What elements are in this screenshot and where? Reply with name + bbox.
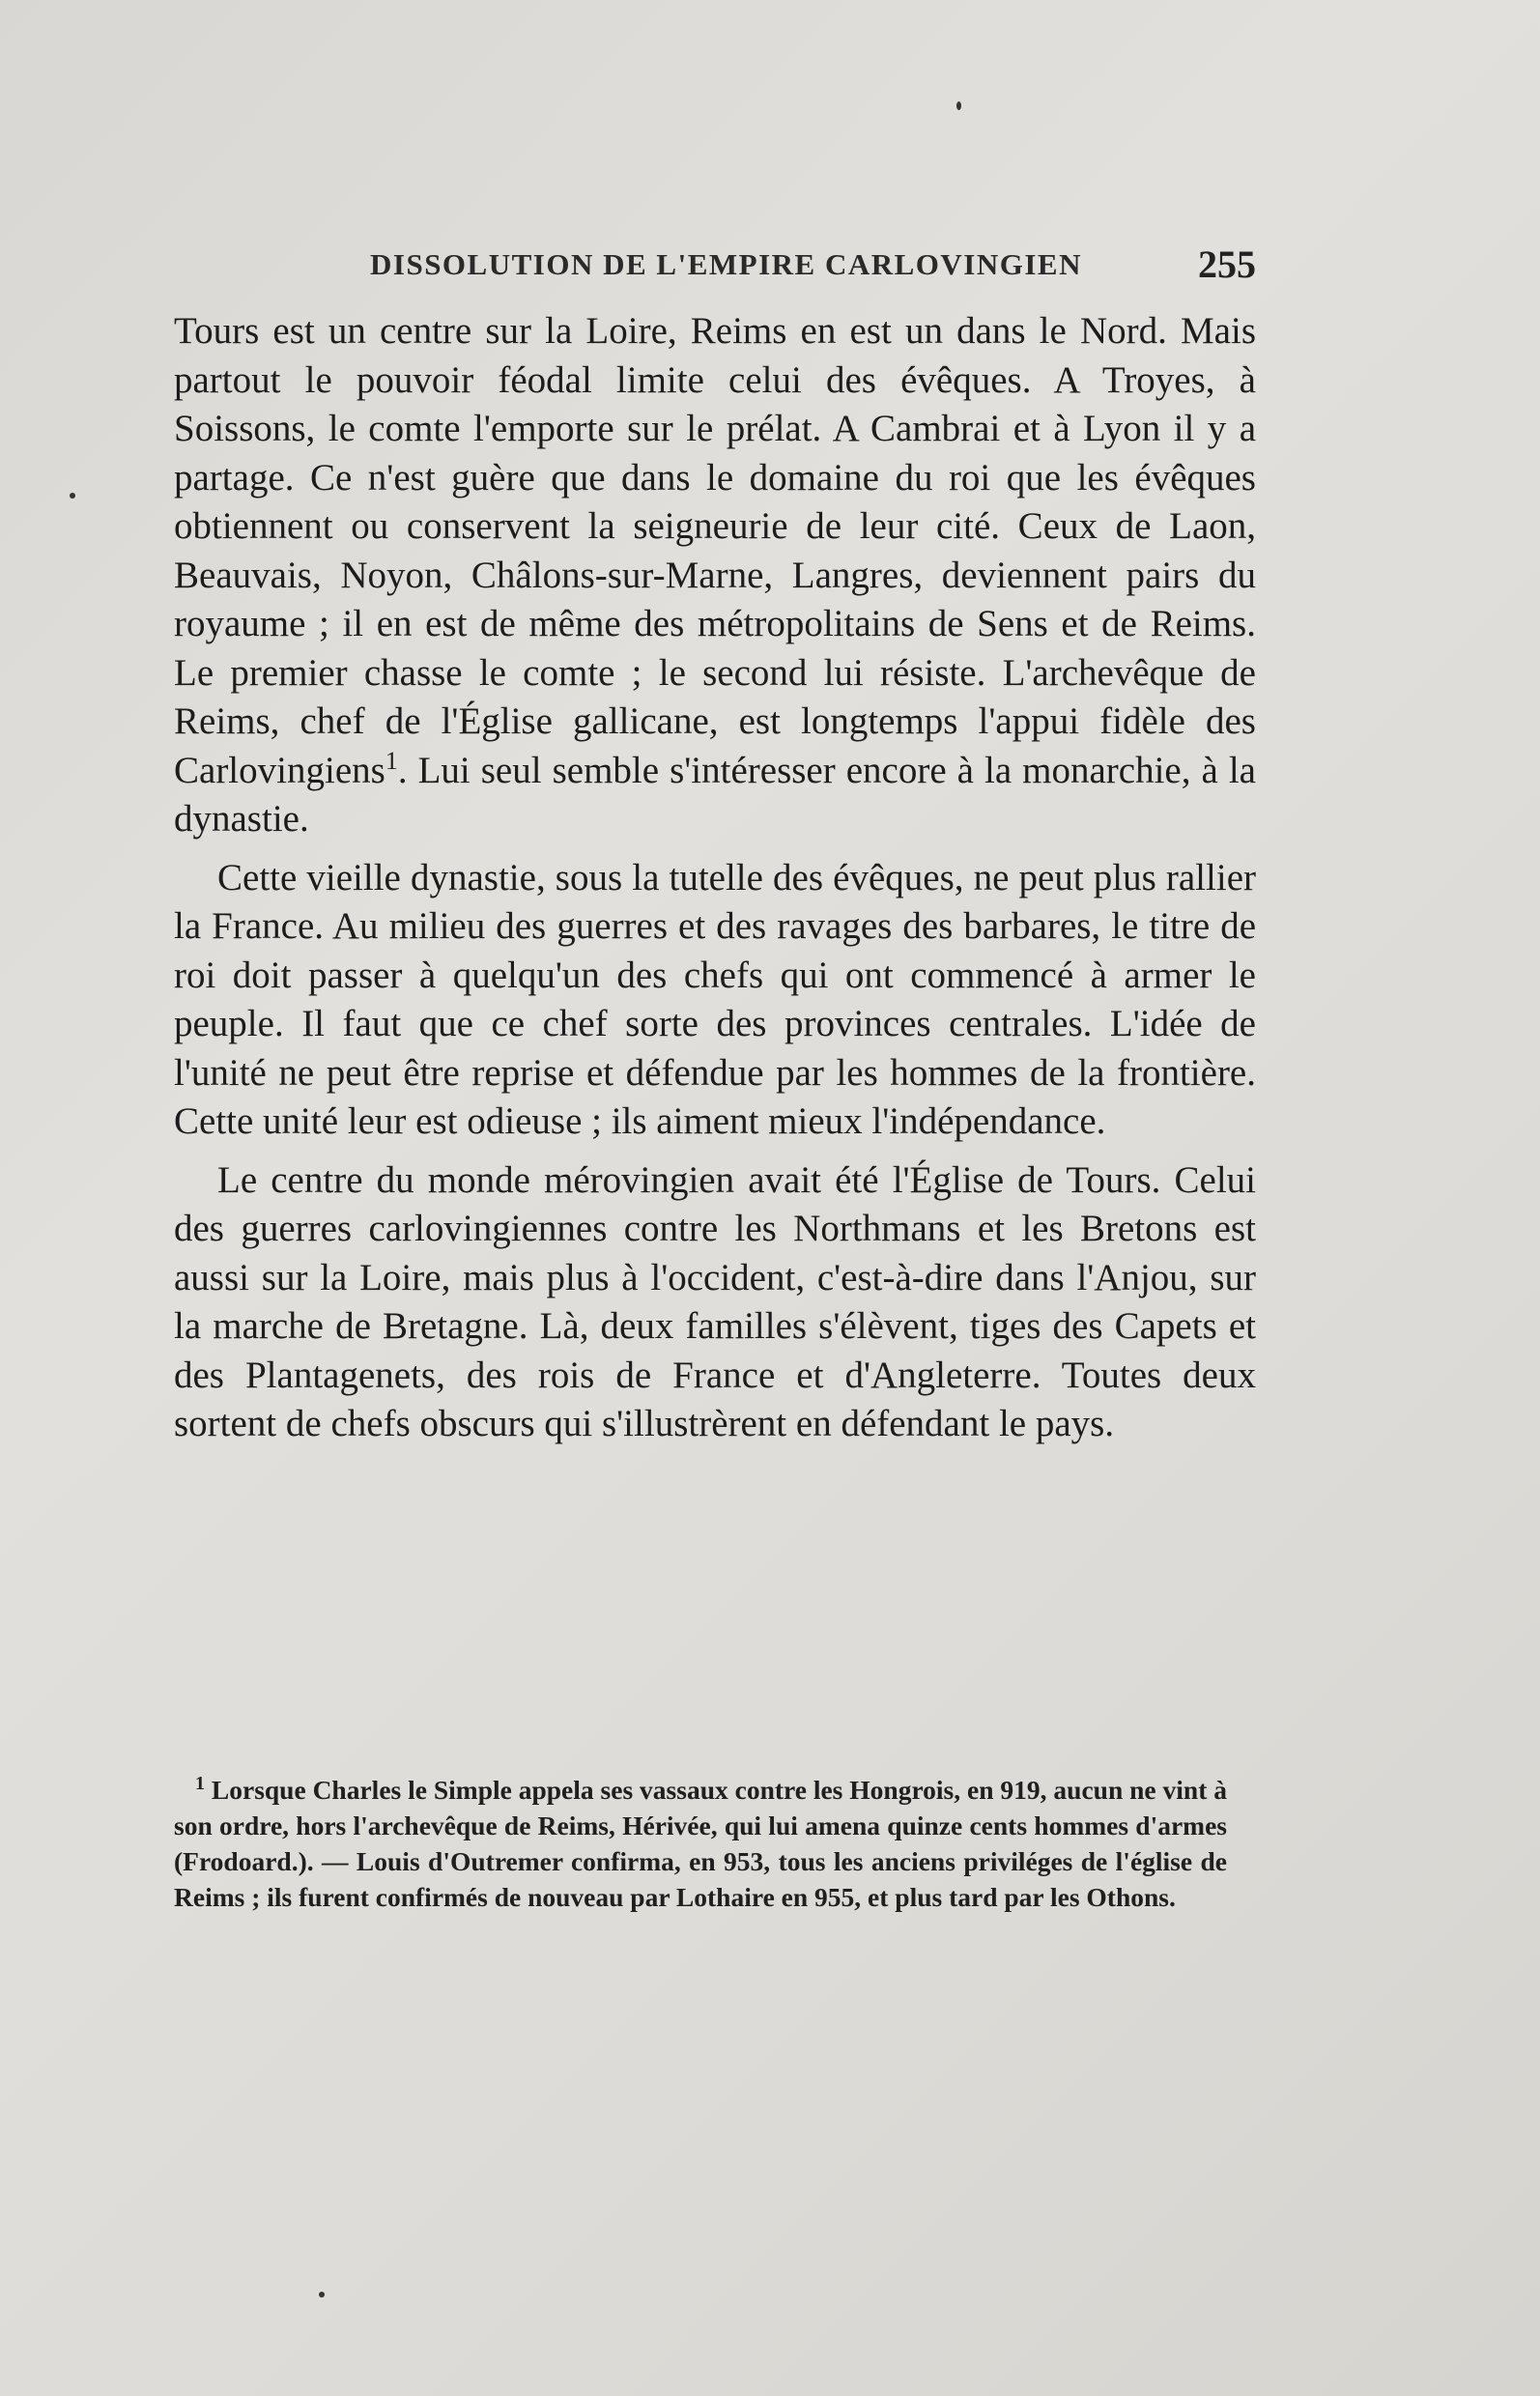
paragraph-1-text-end: . Lui seul semble s'intéresser encore à la monarchie, à la dynastie. <box>174 749 1256 840</box>
paragraph-1-text: Tours est un centre sur la Loire, Reims en est un dans le Nord. Mais partout le pouvoir féodal limite celui des évêques. A Troyes, à Soissons, le comte l'emporte sur le prélat. A Cambrai et à Lyon il y a partage. Ce n'est guère que dans le domaine du roi que les évêques obtiennent ou conservent la seigneurie de leur cité. Ceux de Laon, Beauvais, Noyon, Châlons-sur-Marne, Langres, deviennent pairs du royaume ; il en est de même des métropolitains de Sens et de Reims. Le premier chasse le comte ; le second lui résiste. L'archevêque de Reims, chef de l'Église gallicane, est longtemps l'appui fidèle des Carlovingiens <box>174 310 1256 791</box>
ink-speck <box>319 2292 325 2297</box>
footnote-reference: 1 <box>385 746 398 775</box>
footnote-marker: 1 <box>195 1772 205 1794</box>
footnote <box>174 1772 1227 1915</box>
paragraph-2: Cette vieille dynastie, sous la tutelle des évêques, ne peut plus rallier la France. Au milieu des guerres et des ravages des barbares, le titre de roi doit passer à quelqu'un des chefs qui ont commencé à armer le peuple. Il faut que ce chef sorte des provinces centrales. L'idée de l'unité ne peut être reprise et défendue par les hommes de la frontière. Cette unité leur est odieuse ; ils aiment mieux l'indépendance. <box>174 856 1256 1142</box>
running-head: DISSOLUTION DE L'EMPIRE CARLOVINGIEN <box>370 247 1082 281</box>
ink-speck <box>956 101 961 110</box>
page-header <box>179 242 1256 300</box>
paragraph-3: Le centre du monde mérovingien avait été l'Église de Tours. Celui des guerres carlovingiennes contre les Northmans et les Bretons est aussi sur la Loire, mais plus à l'occident, c'est-à-dire dans l'Anjou, sur la marche de Bretagne. Là, deux familles s'élèvent, tiges des Capets et des Plantagenets, des rois de France et d'Angleterre. Toutes deux sortent de chefs obscurs qui s'illustrèrent en défendant le pays. <box>174 1158 1256 1444</box>
paragraph-1 <box>174 307 1256 844</box>
body-text <box>174 307 1256 1459</box>
footnote-text: Lorsque Charles le Simple appela ses vassaux contre les Hongrois, en 919, aucun ne vint à son ordre, hors l'archevêque de Reims, Hérivée, qui lui amena quinze cents hommes d'armes (Frodoard.). — Louis d'Outremer confirma, en 953, tous les anciens priviléges de l'église de Reims ; ils furent confirmés de nouveau par Lothaire en 955, et plus tard par les Othons. <box>174 1775 1228 1912</box>
page-number: 255 <box>1198 242 1256 286</box>
ink-speck <box>70 493 75 499</box>
